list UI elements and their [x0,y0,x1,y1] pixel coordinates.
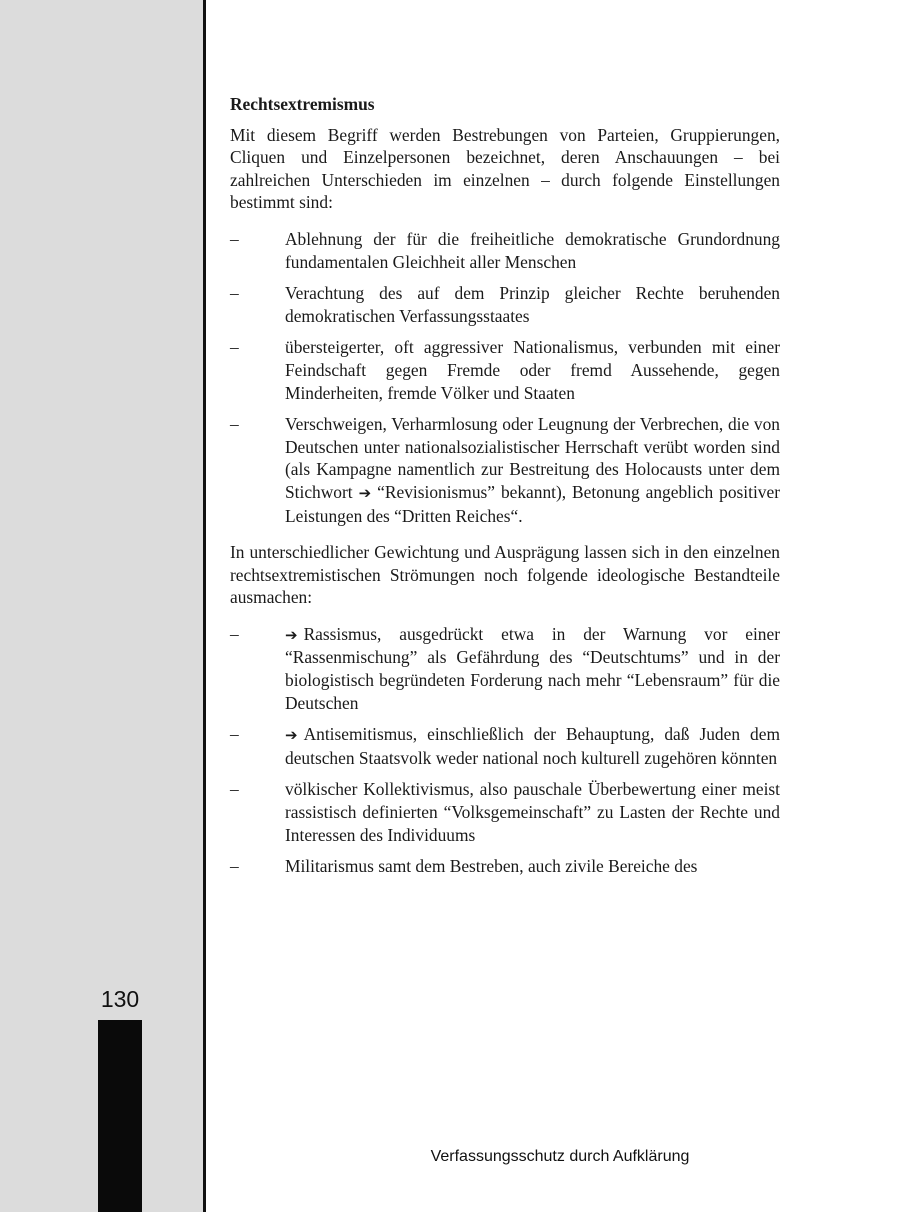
section-title: Rechtsextremismus [230,94,375,114]
intro-paragraph: Mit diesem Begriff werden Bestrebungen von Parteien, Gruppierungen, Cliquen und Einzelpersonen bezeichnet, deren Anschauungen – bei zahlreichen Unterschieden im einzelnen – durch folgende Einstellungen bestimmt sind: [230,124,780,213]
cross-reference-arrow-icon[interactable]: ➔ [358,483,372,502]
margin-rule [203,0,206,1212]
dash-marker: – [230,724,239,745]
list-item [230,623,780,714]
list-item [230,855,780,878]
page-body [230,93,780,892]
list-item-text: völkischer Kollektivismus, also pauschale Überbewertung einer meist rassistisch definierten “Volksgemeinschaft” zu Lasten der Rechte und Interessen des Individuums [285,779,780,845]
list-item-text: Ablehnung der für die freiheitliche demokratische Grundordnung fundamentalen Gleichheit aller Menschen [285,228,780,272]
cross-reference-arrow-icon[interactable]: ➔ [285,625,298,644]
list-item-text: Militarismus samt dem Bestreben, auch zivile Bereiche des [285,856,698,877]
list-item [230,336,780,404]
attitudes-list [230,228,780,527]
list-item-text: Verachtung des auf dem Prinzip gleicher Rechte beruhenden demokratischen Verfassungsstaates [285,283,780,326]
dash-marker: – [230,228,239,249]
dash-marker: – [230,414,239,435]
running-footer: Verfassungsschutz durch Aufklärung [430,1148,690,1165]
page-number: 130 [100,986,140,1012]
list-item [230,282,780,327]
dash-marker: – [230,337,239,358]
list-item-text: Antisemitismus, einschließlich der Behauptung, daß Juden dem deutschen Staatsvolk weder national noch kulturell zugehören könnten [285,724,780,768]
ideology-list [230,623,780,878]
dash-marker: – [230,283,239,304]
middle-paragraph: In unterschiedlicher Gewichtung und Ausprägung lassen sich in den einzelnen rechtsextremistischen Strömungen noch folgende ideologische Bestandteile ausmachen: [230,542,780,608]
list-item [230,778,780,846]
list-item [230,723,780,769]
cross-reference-arrow-icon[interactable]: ➔ [285,726,298,745]
list-item [230,228,780,273]
list-item-text: übersteigerter, oft aggressiver Nationalismus, verbunden mit einer Feindschaft gegen Fremde oder fremd Aussehende, gegen Minderheiten, fremde Völker und Staaten [285,337,780,403]
dash-marker: – [230,623,239,644]
dash-marker: – [230,856,239,877]
chapter-thumb-tab [98,1020,142,1212]
list-item-text: Verschweigen, Verharmlosung oder Leugnung der Verbrechen, die von Deutschen unter nationalsozialistischer Herrschaft verübt worden sind (als Kampagne namentlich zur Bestreitung des Holocausts unter dem Stichwort [285,414,780,502]
list-item-text: “Revisionismus” bekannt), Betonung angeblich positiver Leistungen des “Dritten Reiches“. [285,481,780,526]
list-item-text: Rassismus, ausgedrückt etwa in der Warnung vor einer “Rassenmischung” als Gefährdung des “Deutschtums” und in der biologistisch begründeten Forderung nach mehr “Lebensraum” für die Deutschen [285,623,780,713]
list-item [230,413,780,527]
dash-marker: – [230,779,239,800]
